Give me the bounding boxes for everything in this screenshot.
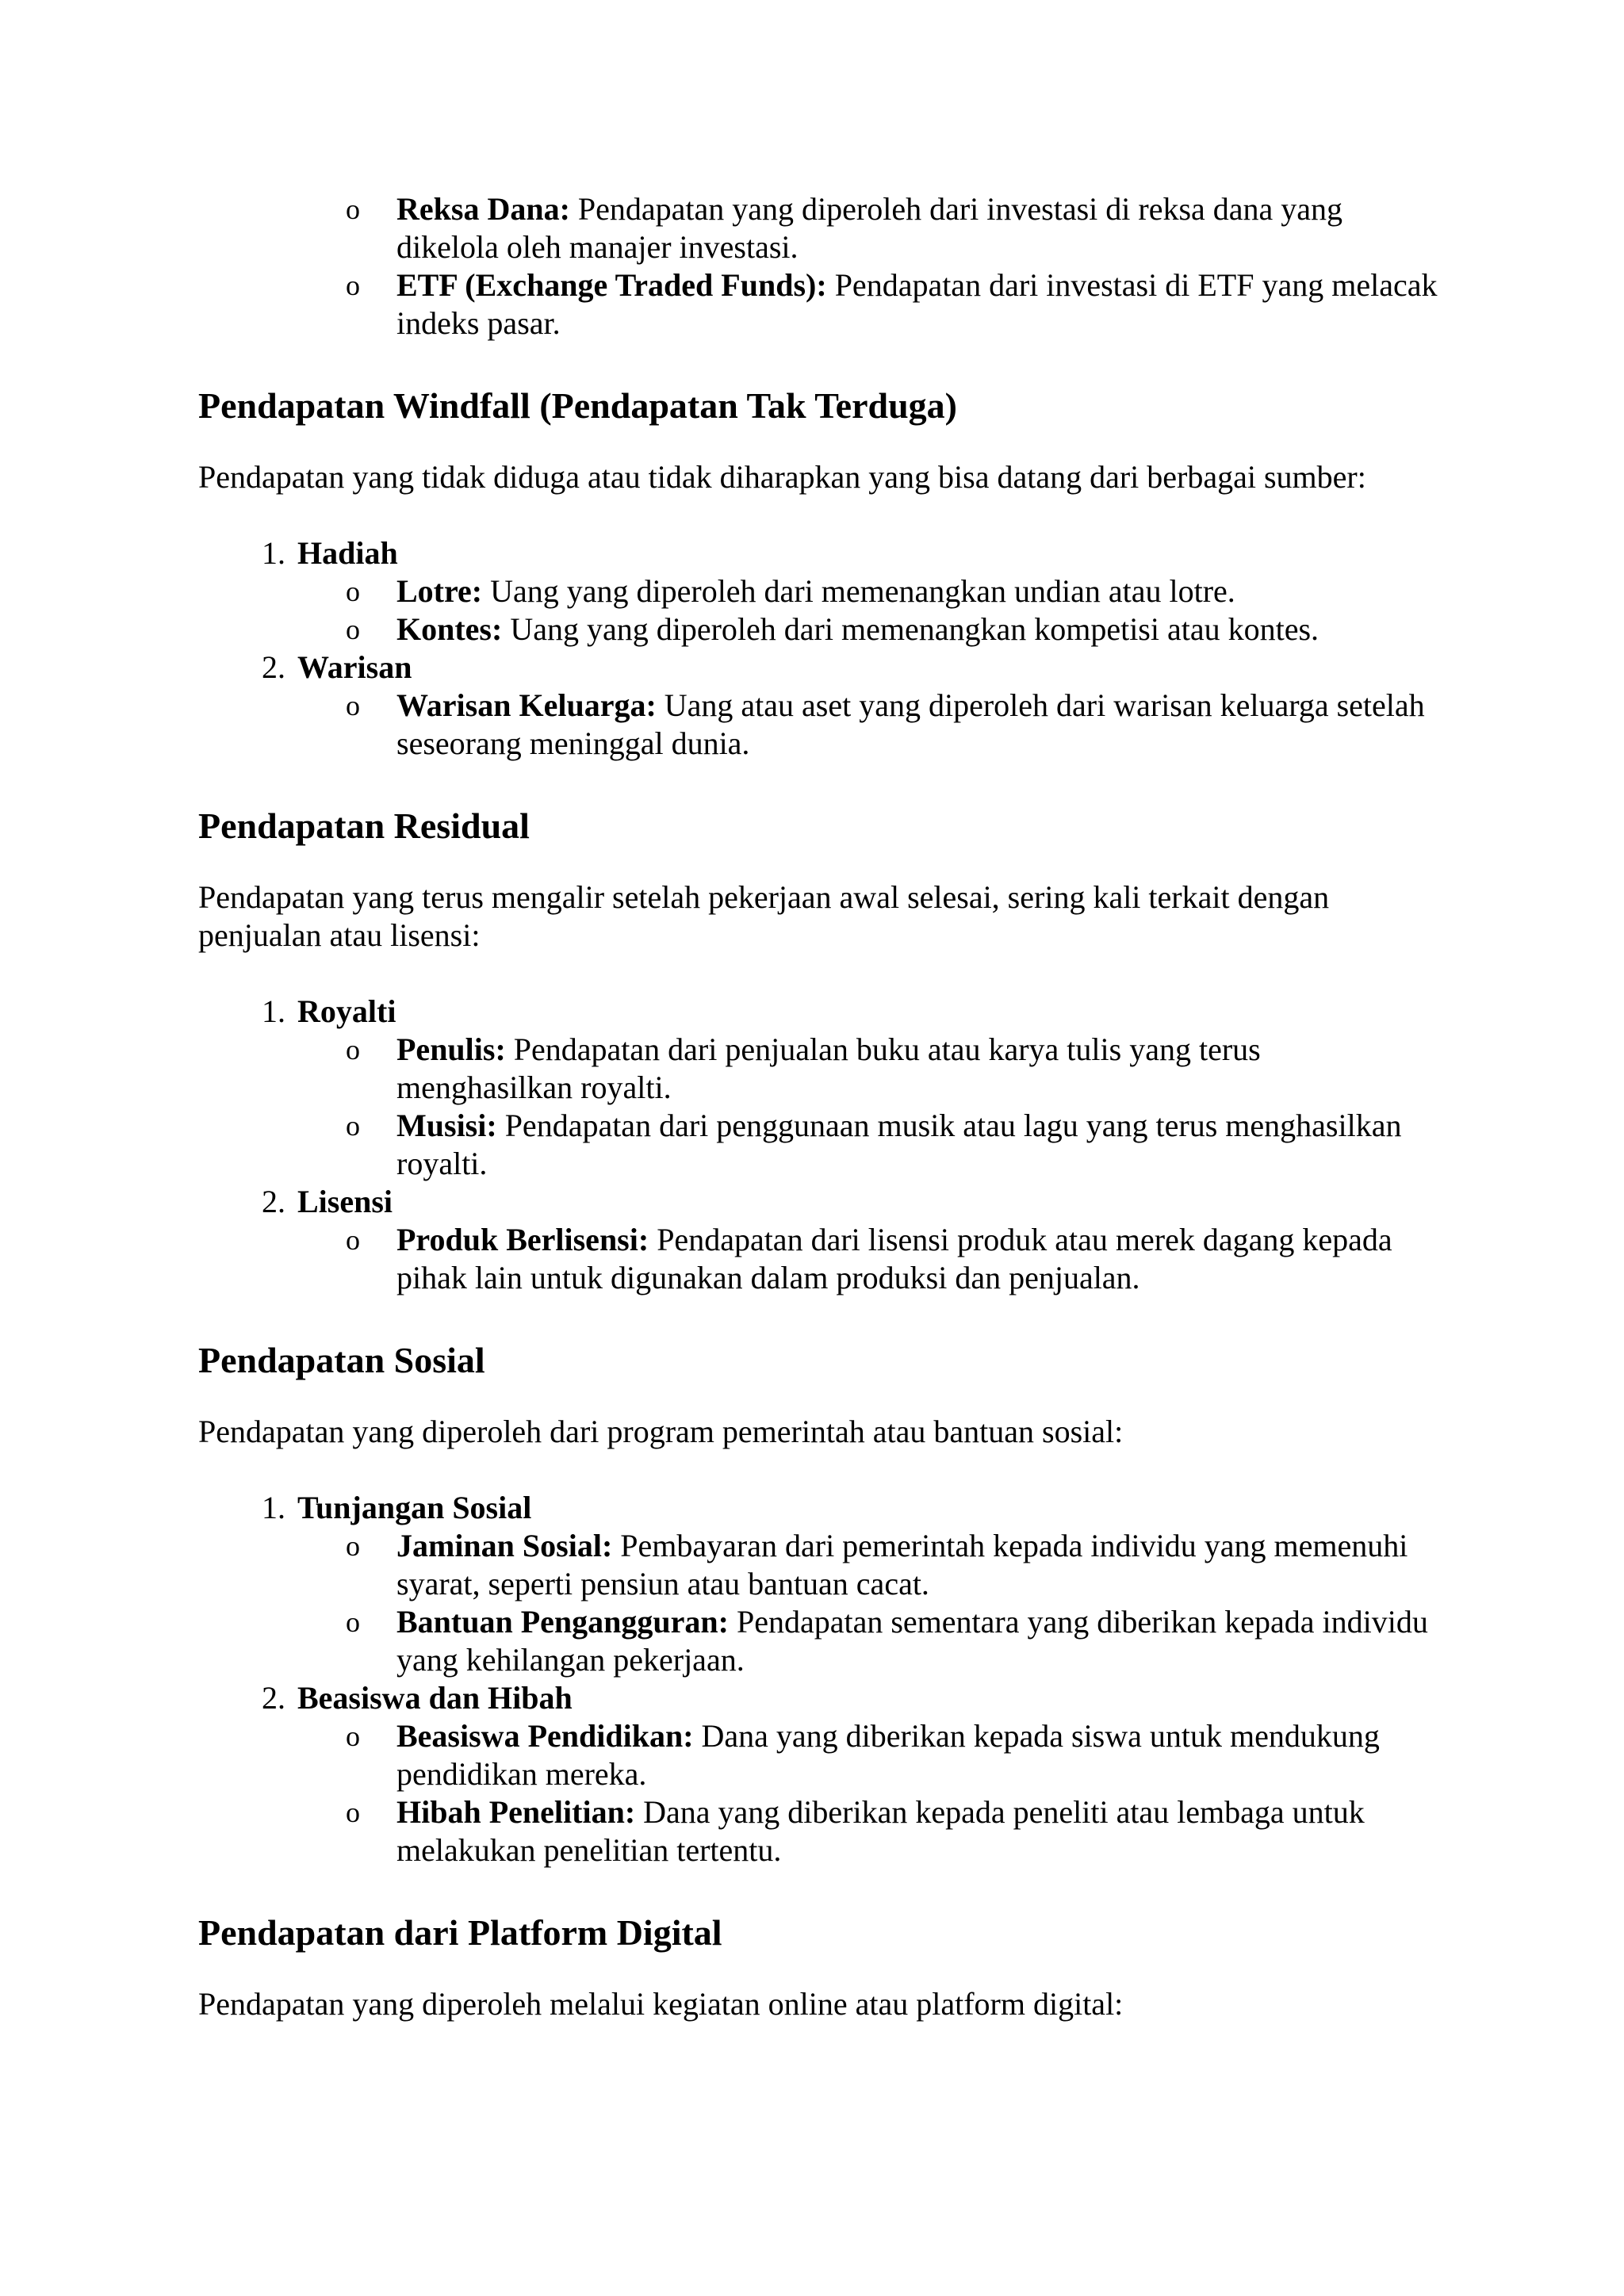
item-term: Jaminan Sosial: [396,1528,613,1563]
item-label: Lisensi [297,1184,393,1219]
item-label: Hadiah [297,535,398,571]
list-item [198,1679,1443,1869]
list-item [198,266,1443,342]
section-intro: Pendapatan yang tidak diduga atau tidak diharapkan yang bisa datang dari berbagai sumber: [198,459,1366,495]
section-platform-digital [198,1911,1443,2023]
item-text: Pendapatan dari penjualan buku atau karya tulis yang terus menghasilkan royalti. [396,1031,1261,1105]
item-text: Uang yang diperoleh dari memenangkan undian atau lotre. [482,573,1235,609]
item-text: Dana yang diberikan kepada siswa untuk mendukung pendidikan mereka. [396,1718,1380,1792]
document-content [198,190,1443,2023]
item-text: Pembayaran dari pemerintah kepada individu yang memenuhi syarat, seperti pensiun atau bantuan cacat. [396,1528,1408,1601]
item-label: Beasiswa dan Hibah [297,1680,573,1716]
list-item [198,534,1443,649]
list-item [198,993,1443,1183]
list-item [297,687,1443,763]
item-term: Reksa Dana: [396,191,570,227]
list-item [297,1107,1443,1183]
item-term: Lotre: [396,573,483,609]
list-item [297,1221,1443,1297]
bullet-marker: o [346,1720,360,1752]
section-intro: Pendapatan yang diperoleh dari program pemerintah atau bantuan sosial: [198,1414,1124,1449]
item-text: Pendapatan dari penggunaan musik atau lagu yang terus menghasilkan royalti. [396,1108,1402,1181]
item-term: Warisan Keluarga: [396,687,657,723]
list-item [297,1793,1443,1869]
bullet-marker: o [346,1530,360,1562]
list-item [198,190,1443,266]
bullet-marker: o [346,193,360,225]
bullet-marker: o [346,1110,360,1142]
item-term: Musisi: [396,1108,497,1143]
item-label: Warisan [297,649,412,685]
bullet-marker: o [346,1034,360,1066]
item-text: Pendapatan sementara yang diberikan kepada individu yang kehilangan pekerjaan. [396,1604,1428,1678]
numbered-list [198,993,1443,1297]
bullet-marker: o [346,1797,360,1828]
list-item [198,1489,1443,1679]
section-title: Pendapatan Windfall (Pendapatan Tak Terduga) [198,385,957,426]
number-marker: 2. [262,1184,285,1219]
top-bullet-list [198,190,1443,342]
section-intro: Pendapatan yang terus mengalir setelah pekerjaan awal selesai, sering kali terkait dengan penjualan atau lisensi: [198,879,1330,953]
section-intro: Pendapatan yang diperoleh melalui kegiatan online atau platform digital: [198,1986,1124,2022]
sub-bullet-list [297,1717,1443,1869]
section-title: Pendapatan Sosial [198,1340,485,1380]
sub-bullet-list [297,572,1443,649]
item-term: Hibah Penelitian: [396,1794,636,1830]
bullet-marker: o [346,614,360,645]
item-text: Pendapatan dari investasi di ETF yang melacak indeks pasar. [396,267,1438,341]
number-marker: 1. [262,1490,285,1525]
bullet-marker: o [346,1606,360,1638]
item-term: ETF (Exchange Traded Funds): [396,267,827,303]
numbered-list [198,1489,1443,1869]
item-term: Bantuan Pengangguran: [396,1604,729,1640]
item-text: Dana yang diberikan kepada peneliti atau lembaga untuk melakukan penelitian tertentu. [396,1794,1365,1868]
item-term: Beasiswa Pendidikan: [396,1718,694,1754]
list-item [297,1031,1443,1107]
item-text: Pendapatan yang diperoleh dari investasi di reksa dana yang dikelola oleh manajer investasi. [396,191,1343,265]
section-residual [198,804,1443,1297]
section-title: Pendapatan dari Platform Digital [198,1912,722,1953]
section-sosial [198,1338,1443,1869]
list-item [297,1717,1443,1793]
list-item [198,649,1443,763]
sub-bullet-list [297,687,1443,763]
sub-bullet-list [297,1221,1443,1297]
section-title: Pendapatan Residual [198,806,530,846]
item-label: Tunjangan Sosial [297,1490,532,1525]
section-windfall [198,384,1443,763]
bullet-marker: o [346,576,360,607]
item-term: Produk Berlisensi: [396,1222,649,1257]
bullet-marker: o [346,690,360,721]
list-item [297,1603,1443,1679]
bullet-marker: o [346,270,360,301]
item-text: Uang atau aset yang diperoleh dari warisan keluarga setelah seseorang meninggal dunia. [396,687,1425,761]
bullet-marker: o [346,1224,360,1256]
number-marker: 1. [262,993,285,1029]
item-term: Penulis: [396,1031,506,1067]
item-label: Royalti [297,993,396,1029]
list-item [198,1183,1443,1297]
sub-bullet-list [297,1031,1443,1183]
list-item [297,1527,1443,1603]
sub-bullet-list [297,1527,1443,1679]
item-text: Pendapatan dari lisensi produk atau merek dagang kepada pihak lain untuk digunakan dalam produksi dan penjualan. [396,1222,1392,1295]
number-marker: 2. [262,649,285,685]
item-term: Kontes: [396,611,503,647]
number-marker: 2. [262,1680,285,1716]
item-text: Uang yang diperoleh dari memenangkan kompetisi atau kontes. [502,611,1320,647]
list-item [297,610,1443,649]
number-marker: 1. [262,535,285,571]
numbered-list [198,534,1443,763]
list-item [297,572,1443,610]
